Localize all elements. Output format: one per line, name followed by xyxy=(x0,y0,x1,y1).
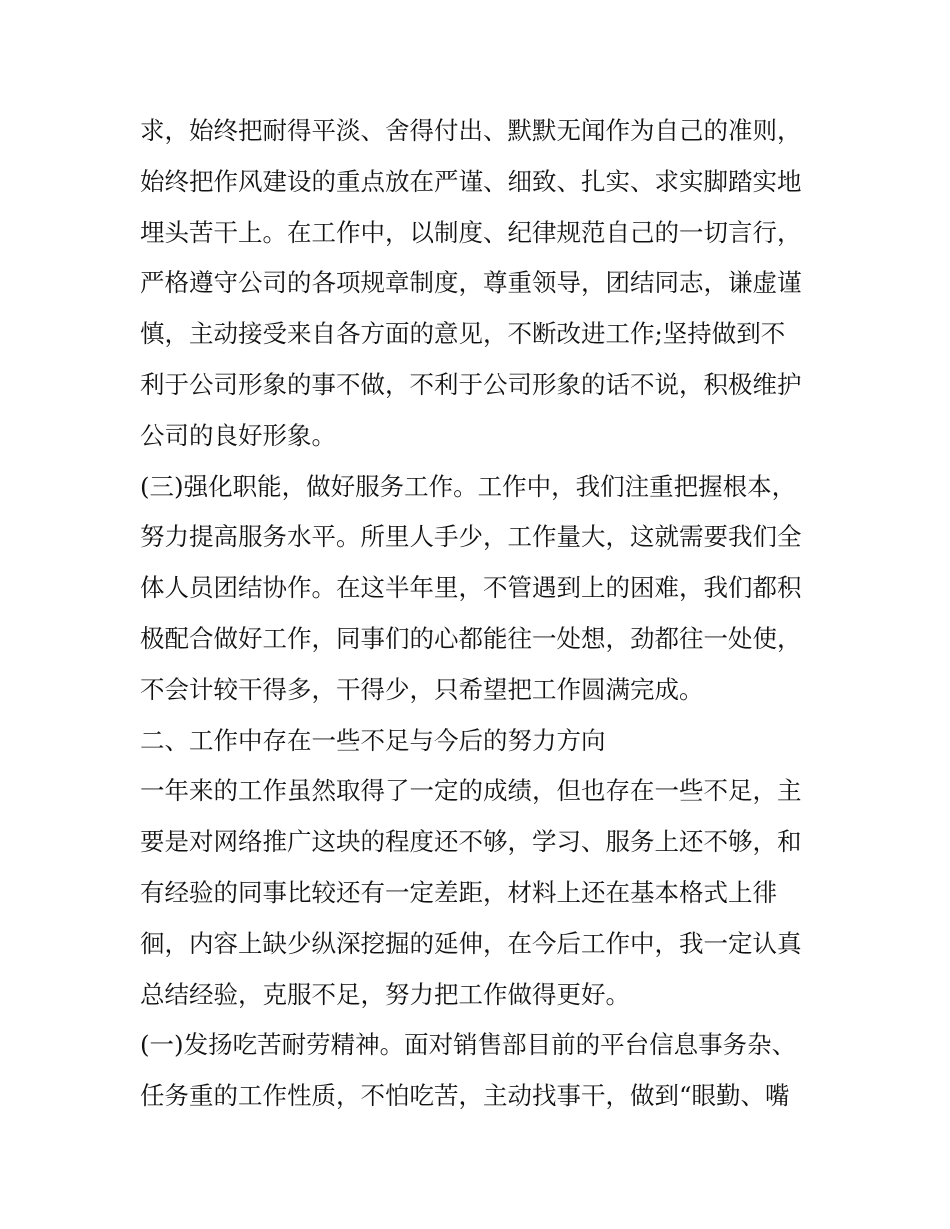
text-line: 有经验的同事比较还有一定差距，材料上还在基本格式上徘 xyxy=(140,877,777,907)
text-line: (三)强化职能，做好服务工作。工作中，我们注重把握根本， xyxy=(140,471,797,501)
document-body xyxy=(140,106,820,1122)
text-line: 严格遵守公司的各项规章制度，尊重领导，团结同志，谦虚谨 xyxy=(140,268,802,298)
text-line: 徊，内容上缺少纵深挖掘的延伸，在今后工作中，我一定认真 xyxy=(140,928,802,958)
section-heading: 二、工作中存在一些不足与今后的努力方向 xyxy=(140,725,606,755)
text-line: 任务重的工作性质，不怕吃苦，主动找事干，做到“眼勤、嘴 xyxy=(140,1081,790,1111)
text-line: 利于公司形象的事不做，不利于公司形象的话不说，积极维护 xyxy=(140,369,802,399)
text-line: 埋头苦干上。在工作中，以制度、纪律规范自己的一切言行， xyxy=(140,217,802,247)
text-line: 公司的良好形象。 xyxy=(140,420,336,450)
text-line: 极配合做好工作，同事们的心都能往一处想，劲都往一处使， xyxy=(140,623,802,653)
text-line: 总结经验，克服不足，努力把工作做得更好。 xyxy=(140,979,630,1009)
text-line: 始终把作风建设的重点放在严谨、细致、扎实、求实脚踏实地 xyxy=(140,166,802,196)
text-line: 一年来的工作虽然取得了一定的成绩，但也存在一些不足，主 xyxy=(140,776,802,806)
text-line: 努力提高服务水平。所里人手少，工作量大，这就需要我们全 xyxy=(140,522,802,552)
text-line: 求，始终把耐得平淡、舍得付出、默默无闻作为自己的准则， xyxy=(140,116,802,145)
text-line: 要是对网络推广这块的程度还不够，学习、服务上还不够，和 xyxy=(140,827,802,857)
text-line: 不会计较干得多，干得少，只希望把工作圆满完成。 xyxy=(140,674,704,704)
text-line: 慎，主动接受来自各方面的意见，不断改进工作;坚持做到不 xyxy=(140,319,786,349)
text-line: 体人员团结协作。在这半年里，不管遇到上的困难，我们都积 xyxy=(140,573,802,603)
text-line: (一)发扬吃苦耐劳精神。面对销售部目前的平台信息事务杂、 xyxy=(140,1030,797,1060)
